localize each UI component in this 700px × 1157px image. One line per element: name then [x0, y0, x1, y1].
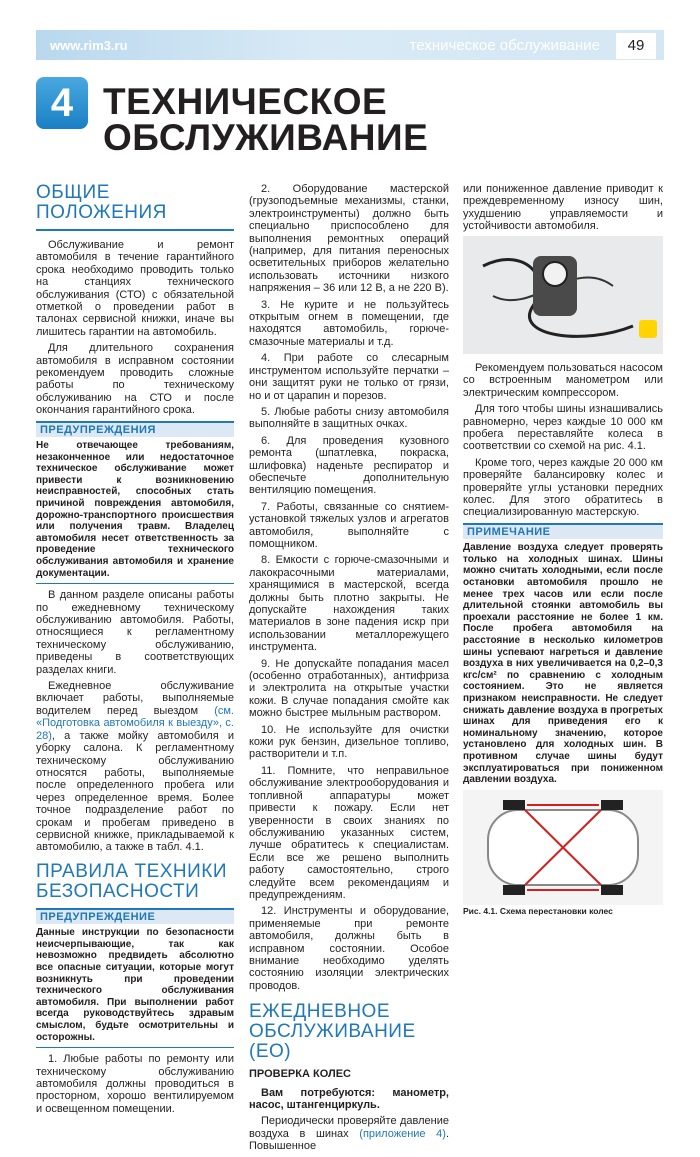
- paragraph: Обслуживание и ремонт автомобиля в течение гарантийного срока необходимо проводить только на станциях технического обслуживания (СТО) с обязательной отметкой о проведении работ в талонах сервисной книжки, иначе вы лишитесь гарантии на автомобиль.: [36, 239, 234, 338]
- text: Ежедневное обслуживание включает работы, выполняемые водителем перед выездом: [36, 680, 234, 717]
- paragraph: 10. Не используйте для очистки кожи рук бензин, дизельное топливо, растворители и т.п.: [249, 723, 449, 761]
- column-1: [36, 183, 234, 1119]
- wheel-rotation-diagram: [463, 790, 663, 905]
- paragraph: В данном разделе описаны работы по ежедневному техническому обслуживанию автомобиля. Работы, относящиеся к регламентному техническому обслуживанию, приведены в соответствующих разделах книги.: [36, 589, 234, 676]
- chapter-title: [103, 81, 429, 158]
- paragraph: 1. Любые работы по ремонту или техническому обслуживанию автомобиля должны проводиться в просторном, хорошо вентилируемом и освещенном помещении.: [36, 1053, 234, 1115]
- paragraph: 4. При работе со слесарным инструментом используйте перчатки – они защитят руки не только от грязи, но и от царапин и порезов.: [249, 352, 449, 402]
- paragraph: Для того чтобы шины изнашивались равномерно, через каждые 10 000 км пробега переставляйте колеса в соответствии со схемой на рис. 4.1.: [463, 403, 663, 453]
- paragraph-with-link: [36, 680, 234, 854]
- figure-caption: Рис. 4.1. Схема перестановки колес: [463, 906, 613, 916]
- section-name: техническое обслуживание: [409, 37, 600, 54]
- warning-body: Данные инструкции по безопасности неисчерпывающие, так как невозможно предвидеть абсолютно все опасные ситуации, которые могут возникнуть при проведении технического обслуживания автомобиля. При выполнении работ всегда руководствуйтесь здравым смыслом, будьте осмотрительны и осторожны.: [36, 927, 234, 1048]
- paragraph: 2. Оборудование мастерской (грузоподъемные механизмы, станки, электроинструменты) должно быть специально приспособлено для выполнения ремонтных операций (например, для питания переносных осветительных приборов желательно использовать источники низкого напряжения – 36 или 12 В, а не 220 В).: [249, 183, 449, 295]
- chapter-number: 4: [36, 77, 88, 129]
- paragraph-with-link: [249, 1115, 449, 1152]
- section-title-safety: ПРАВИЛА ТЕХНИКИ БЕЗОПАСНОСТИ: [36, 860, 228, 902]
- car-outline-illustration: [463, 790, 663, 905]
- paragraph: 11. Помните, что неправильное обслуживание электрооборудования и топливной аппаратуры может привести к пожару. Если нет уверенности в своих знаниях по обслуживанию указанных систем, лучше обратитесь к специалистам. Если все же решено выполнить работу самостоятельно, строго следуйте всем рекомендациям и предупреждениям.: [249, 764, 449, 901]
- paragraph: 6. Для проведения кузовного ремонта (шпатлевка, покраска, шлифовка) наденьте респиратор и обеспечьте дополнительную вентиляцию помещения.: [249, 434, 449, 497]
- compressor-illustration: [463, 236, 663, 354]
- warning-heading: ПРЕДУПРЕЖДЕНИЕ: [36, 908, 234, 924]
- section-title-general: ОБЩИЕ ПОЛОЖЕНИЯ: [36, 182, 167, 223]
- note-heading: ПРИМЕЧАНИЕ: [463, 523, 663, 539]
- warning-heading: ПРЕДУПРЕЖДЕНИЯ: [36, 421, 234, 437]
- section-title-daily: ЕЖЕДНЕВНОЕ ОБСЛУЖИВАНИЕ (ЕО): [249, 1001, 416, 1063]
- paragraph: или пониженное давление приводит к преждевременному износу шин, ухудшению управляемости и устойчивости автомобиля.: [463, 183, 663, 233]
- paragraph: 3. Не курите и не пользуйтесь открытым огнем в помещении, где находятся автомобиль, горюче-смазочные материалы и т.д.: [249, 298, 449, 348]
- site-url[interactable]: www.rim3.ru: [50, 38, 128, 53]
- note-body: Давление воздуха следует проверять только на холодных шинах. Шины можно считать холодными, если после остановки автомобиля прошло не менее трех часов или если после длительной стоянки автомобиль вы проехали расстояние не более 1 км. После пробега автомобиля на расстояние в несколько километров шины успевают нагреться и давление воздуха в них увеличивается на 0,2–0,3 кгс/см² по сравнению с холодным состоянием. Это не является признаком неисправности. Не следует снижать давление воздуха в прогретых шинах для приведения его к номинальному значению, которое установлено для холодных шин. В противном случае шины будут эксплуатироваться при пониженном давлении воздуха.: [463, 542, 663, 790]
- text: Периодически проверяйте давление воздуха в шинах: [249, 1115, 449, 1140]
- paragraph: 8. Емкости с горюче-смазочными и лакокрасочными материалами, хранящимися в мастерской, всегда должны быть плотно закрыты. Не допускайте нахождения таких материалов в зоне падения искр при использовании металлорежущего инструмента.: [249, 554, 449, 654]
- paragraph: 9. Не допускайте попадания масел (особенно отработанных), антифриза и электролита на открытые участки кожи. В случае попадания смойте как можно быстрее мыльным раствором.: [249, 657, 449, 720]
- paragraph: 7. Работы, связанные со снятием-установкой тяжелых узлов и агрегатов автомобиля, выполняйте с помощником.: [249, 500, 449, 550]
- page-number: 49: [616, 33, 656, 59]
- subsection-title: ПРОВЕРКА КОЛЕС: [249, 1068, 351, 1081]
- warning-body: Не отвечающее требованиям, незаконченное или недостаточное техническое обслуживание может привести к возникновению неисправностей, способных стать причиной повреждения автомобиля, дорожно-транспортного происшествия или получения травм. Владелец автомобиля несет ответственность за проведение технического обслуживания автомобиля и хранение документации.: [36, 440, 234, 584]
- column-2: [249, 183, 449, 1157]
- column-3-top: [463, 183, 663, 237]
- text: , а также мойку автомобиля и уборку салона. К регламентному техническому обслуживанию относятся работы, выполняемые после определенного пробега или через определенное время. Более точное подразделение работ по срокам и пробегам приведено в сервисной книжке, прикладываемой к автомобилю, а также в табл. 4.1.: [36, 729, 234, 854]
- section-rule: [36, 229, 234, 231]
- paragraph: Кроме того, через каждые 20 000 км проверяйте балансировку колес и проверяйте углы установки передних колес. Для этого обратитесь в специализированную мастерскую.: [463, 456, 663, 519]
- paragraph: 12. Инструменты и оборудование, применяемые при ремонте автомобиля, должны быть в исправном состоянии. Особое внимание необходимо уделять состоянию изоляции электрических проводов.: [249, 905, 449, 992]
- compressor-photo: [463, 236, 663, 354]
- text: . Повышенное: [249, 1127, 449, 1153]
- chapter-title-line1: ТЕХНИЧЕСКОЕ: [103, 81, 388, 122]
- paragraph: Рекомендуем пользоваться насосом со встроенным манометром или электрическим компрессором.: [463, 362, 663, 399]
- paragraph: 5. Любые работы снизу автомобиля выполняйте в защитных очках.: [249, 405, 449, 431]
- appendix-link[interactable]: (приложение 4): [359, 1127, 446, 1140]
- paragraph: Для длительного сохранения автомобиля в исправном состоянии рекомендуем проводить сложные работы по техническому обслуживанию на СТО и после окончания гарантийного срока.: [36, 342, 234, 417]
- chapter-title-line2: ОБСЛУЖИВАНИЕ: [103, 117, 429, 158]
- cross-reference-link[interactable]: (см. «Подготовка автомобиля к выезду», с. 28): [36, 704, 234, 742]
- tools-needed: Вам потребуются: манометр, насос, штангенциркуль.: [249, 1086, 449, 1111]
